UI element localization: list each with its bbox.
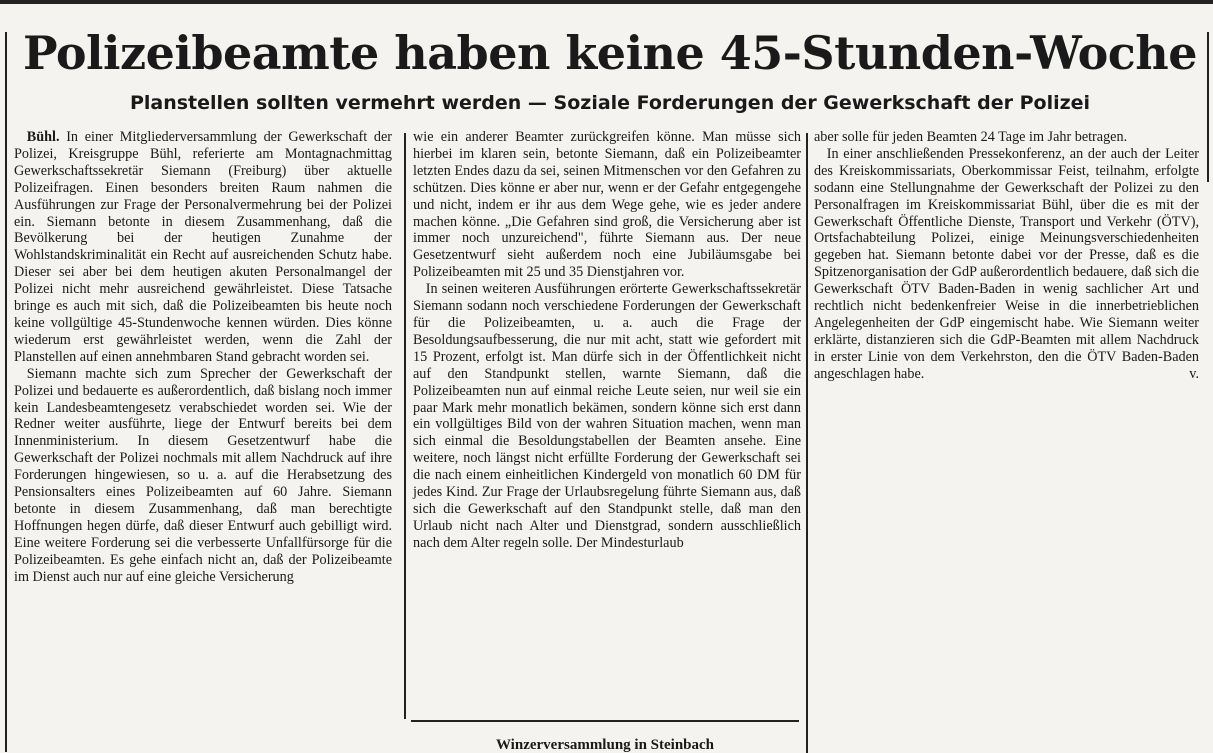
column-rule-2 (806, 133, 808, 753)
top-rule (0, 0, 1213, 4)
article-paragraph: In seinen weiteren Ausführungen erörterte Gewerkschaftssekretär Siemann sodann noch verschiedene Forderungen der Gewerkschaft für die Polizeibeamten, u. a. auch die Frage der Besoldungsaufbesserung, die nur mit acht, statt wie gefordert mit 15 Prozent, erfolgt ist. Man dürfe sich in der Öffentlichkeit nicht auf den Standpunkt stellen, warnte Siemann, daß die Polizeibeamten nun auf einmal reiche Leute seien, nur weil sie ein paar Mark mehr monatlich bekämen, sondern könne sich erst dann ein vollgültiges Bild von der wahren Situation machen, wenn man sich einmal die Besoldungstabellen der Beamten ansehe. Eine weitere, noch längst nicht erfüllte Forderung der Gewerkschaft sei die nach einem einheitlichen Kindergeld von monatlich 60 DM für jedes Kind. Zur Frage der Urlaubsregelung führte Siemann aus, daß sich die Gewerkschaft auf den Standpunkt stelle, daß man den Urlaub nicht nach Alter und Dienstgrad, sondern ausschließlich nach dem Alter regeln solle. Der Mindesturlaub (413, 281, 801, 551)
article-paragraph: wie ein anderer Beamter zurückgreifen könne. Man müsse sich hierbei im klaren sein, betonte Siemann, daß ein Polizeibeamter letzten Endes dazu da sei, seinen Mitmenschen vor den Gefahren zu schützen. Dies könne er aber nur, wenn er der Gefahr entgegengehe und nicht, indem er ihr aus dem Wege gehe, wie es jeder andere machen könne. „Die Gefahren sind groß, die Versicherung aber ist immer noch unzureichend", führte Siemann aus. Der neue Gesetzentwurf sieht außerdem noch eine Jubiläumsgabe bei Polizeibeamten mit 25 und 35 Dienstjahren vor. (413, 129, 801, 281)
paragraph-text: In einer anschließenden Pressekonferenz, an der auch der Leiter des Kreiskommissariats, Oberkommissar Feist, teilnahm, erfolgte sodann eine Stellungnahme der Gewerkschaft der Polizei zu den Personalfragen im Kreiskommissariat Bühl, über die es mit der Gewerkschaft Öffentliche Dienste, Transport und Verkehr (ÖTV), Ortsfachabteilung Polizei, einige Meinungsverschiedenheiten gegeben hat. Siemann betonte dabei vor der Presse, daß es die Spitzenorganisation der GdP außerordentlich bedauere, daß sich die Gewerkschaft ÖTV Baden-Baden in wenig sachlicher Art und rechtlich nicht bedenkenfreier Weise in die innerbetrieblichen Angelegenheiten der GdP eingemischt habe. Wie Siemann weiter erklärte, distanzieren sich die GdP-Beamten mit allem Nachdruck in erster Linie von dem Verkehrston, den die ÖTV Baden-Baden angeschlagen habe. (814, 145, 1199, 382)
article-paragraph (14, 129, 392, 366)
author-signature: v. (1189, 365, 1199, 382)
article-column-1 (14, 129, 392, 585)
article-column-2 (413, 129, 801, 552)
article-paragraph (814, 146, 1199, 383)
paragraph-text: In einer Mitgliederversammlung der Gewerkschaft der Polizei, Kreisgruppe Bühl, referierte am Montagnachmittag Gewerkschaftssekretär Siemann (Freiburg) über aktuelle Polizeifragen. Einen besonders breiten Raum nahmen die Ausführungen zur Frage der Personalvermehrung bei der Polizei ein. Siemann betonte in diesem Zusammenhang, daß die Bevölkerung bei der heutigen Zunahme der Wohlstandskriminalität ein Recht auf ausreichenden Schutz habe. Dieser sei aber bei dem heutigen akuten Personalmangel der Polizei nicht mehr ausreichend gewährleistet. Diese Tatsache bringe es auch mit sich, daß die Polizeibeamten bis heute noch keine vollgültige 45-Stundenwoche kennen würden. Dies könne wiederum erst gewährleistet werden, wenn die Zahl der Planstellen auf einen annehmbaren Stand gebracht worden sei. (14, 129, 392, 365)
article-column-3 (814, 129, 1199, 383)
next-article-title: Winzerversammlung in Steinbach (495, 737, 715, 753)
right-column-rule (1207, 32, 1209, 182)
headline: Polizeibeamte haben keine 45-Stunden-Woche (23, 26, 1197, 80)
left-column-rule (5, 32, 7, 752)
section-divider (411, 720, 799, 722)
dateline: Bühl. (26, 129, 60, 145)
article-paragraph: aber solle für jeden Beamten 24 Tage im Jahr betragen. (814, 129, 1128, 145)
column-rule-1 (404, 133, 406, 719)
article-paragraph: Siemann machte sich zum Sprecher der Gewerkschaft der Polizei und bedauerte es außerordentlich, daß bislang noch immer kein Landesbeamtengesetz verabschiedet worden sei. Wie der Redner weiter ausführte, liege der Entwurf bereits bei dem Innenministerium. In diesem Gesetzentwurf habe die Gewerkschaft der Polizei nochmals mit allem Nachdruck auf ihre Forderungen hingewiesen, so u. a. auf die Herabsetzung des Pensionsalters eines Polizeibeamten auf 60 Jahre. Siemann betonte in diesem Zusammenhang, daß man berechtigte Hoffnungen hegen dürfe, daß dieser Entwurf auch gebilligt wird. Eine weitere Forderung sei die verbesserte Unfallfürsorge für die Polizeibeamten. Es gehe einfach nicht an, daß der Polizeibeamte im Dienst auch nur auf eine gleiche Versicherung (14, 365, 392, 585)
subheadline: Planstellen sollten vermehrt werden — Soziale Forderungen der Gewerkschaft der Polizei (129, 92, 1091, 114)
